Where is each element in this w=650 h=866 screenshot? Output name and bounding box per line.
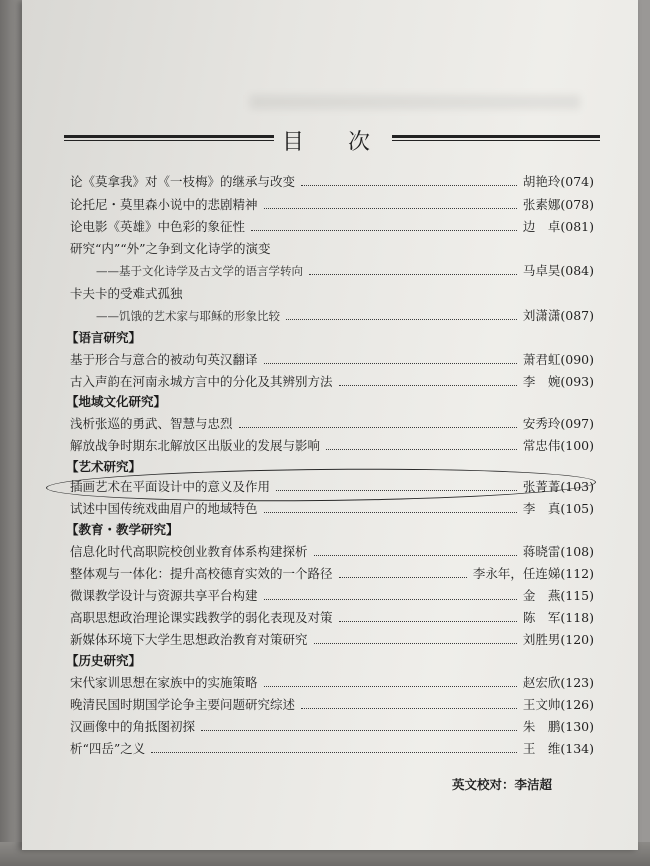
toc-entry[interactable] — [70, 540, 594, 560]
toc-entry[interactable] — [70, 434, 594, 454]
leader-dots — [264, 208, 517, 209]
section-heading-regional-culture: 【地域文化研究】 — [66, 394, 167, 409]
leader-dots — [251, 230, 517, 231]
entry-title: 高职思想政治理论课实践教学的弱化表现及对策 — [70, 610, 333, 625]
entry-author-page: 刘潇潇(087) — [522, 308, 594, 323]
section-heading-history: 【历史研究】 — [66, 653, 142, 668]
toc-entry-title-line[interactable] — [70, 282, 594, 302]
entry-title: 插画艺术在平面设计中的意义及作用 — [70, 479, 271, 494]
entry-author-page: 李 婉(093) — [522, 374, 594, 389]
toc-entry[interactable] — [70, 215, 594, 235]
title-rule-left — [64, 135, 274, 142]
leader-dots — [309, 274, 517, 275]
entry-title: 信息化时代高职院校创业教育体系构建探析 — [70, 544, 308, 559]
entry-author-page: 胡艳玲(074) — [522, 174, 594, 189]
leader-dots — [314, 643, 517, 644]
leader-dots — [339, 577, 467, 578]
toc-title — [42, 125, 614, 153]
entry-author-page: 王文帅(126) — [522, 697, 594, 712]
toc-entry[interactable] — [70, 715, 594, 735]
entry-author-page: 常忠伟(100) — [522, 438, 594, 453]
entry-author-page: 安秀玲(097) — [522, 416, 594, 431]
entry-author-page: 张菁菁(103) — [522, 479, 594, 494]
entry-author-page: 马卓昊(084) — [522, 263, 594, 278]
entry-title: 试述中国传统戏曲眉户的地域特色 — [70, 501, 258, 516]
toc-entry[interactable] — [70, 606, 594, 626]
toc-entry-subtitle-line[interactable] — [96, 304, 594, 324]
leader-dots — [264, 686, 517, 687]
title-char-2: 次 — [348, 130, 371, 155]
title-char-1: 目 — [282, 130, 305, 155]
entry-author-page: 王 维(134) — [522, 741, 594, 756]
entry-title: 整体观与一体化：提升高校德育实效的一个路径 — [70, 566, 333, 581]
entry-author-page: 朱 鹏(130) — [522, 719, 594, 734]
leader-dots — [201, 730, 517, 731]
toc-entry-highlighted[interactable] — [70, 475, 594, 495]
entry-title: 汉画像中的角抵图初探 — [70, 719, 196, 734]
toc-entry[interactable] — [70, 562, 594, 582]
leader-dots — [151, 752, 517, 753]
leader-dots — [264, 363, 517, 364]
toc-entry[interactable] — [70, 497, 594, 517]
entry-author-page: 陈 军(118) — [522, 610, 594, 625]
entry-title: 卡夫卡的受难式孤独 — [70, 286, 183, 301]
section-heading-art: 【艺术研究】 — [66, 459, 142, 474]
english-proofreader-credit: 英文校对：李洁超 — [452, 777, 553, 792]
leader-dots — [264, 599, 517, 600]
toc-entry[interactable] — [70, 584, 594, 604]
toc-entry[interactable] — [70, 193, 594, 213]
entry-title: 基于形合与意合的被动句英汉翻译 — [70, 352, 258, 367]
leader-dots — [276, 490, 517, 491]
toc-entry-subtitle-line[interactable] — [96, 259, 594, 279]
entry-author-page: 刘胜男(120) — [522, 632, 594, 647]
leader-dots — [326, 449, 517, 450]
entry-subtitle: ——饥饿的艺术家与耶稣的形象比较 — [96, 309, 280, 323]
section-heading-education: 【教育・教学研究】 — [66, 522, 179, 537]
entry-author-page: 边 卓(081) — [522, 219, 594, 234]
leader-dots — [314, 555, 517, 556]
entry-title: 析“四岳”之义 — [70, 741, 146, 756]
entry-title: 宋代家训思想在家族中的实施策略 — [70, 675, 258, 690]
toc-entry[interactable] — [70, 737, 594, 757]
entry-title: 浅析张巡的勇武、智慧与忠烈 — [70, 416, 233, 431]
title-rule-right — [392, 135, 600, 142]
entry-author-page: 李永年，任连娣(112) — [472, 566, 594, 581]
entry-title: 解放战争时期东北解放区出版业的发展与影响 — [70, 438, 321, 453]
entry-author-page: 萧君虹(090) — [522, 352, 594, 367]
leader-dots — [286, 319, 517, 320]
entry-title: 微课教学设计与资源共享平台构建 — [70, 588, 258, 603]
entry-author-page: 蒋晓雷(108) — [522, 544, 594, 559]
toc-entry[interactable] — [70, 170, 594, 190]
entry-title: 研究“内”“外”之争到文化诗学的演变 — [70, 241, 271, 256]
toc-entry-title-line[interactable] — [70, 237, 594, 257]
entry-author-page: 张素娜(078) — [522, 197, 594, 212]
toc-entry[interactable] — [70, 671, 594, 691]
leader-dots — [301, 708, 517, 709]
entry-title: 论托尼・莫里森小说中的悲剧精神 — [70, 197, 258, 212]
toc-entry[interactable] — [70, 370, 594, 390]
entry-title: 晚清民国时期国学论争主要问题研究综述 — [70, 697, 296, 712]
entry-title: 古入声韵在河南永城方言中的分化及其辨别方法 — [70, 374, 333, 389]
leader-dots — [339, 385, 517, 386]
leader-dots — [301, 185, 517, 186]
entry-author-page: 李 真(105) — [522, 501, 594, 516]
leader-dots — [264, 512, 517, 513]
leader-dots — [339, 621, 517, 622]
section-heading-language: 【语言研究】 — [66, 330, 142, 345]
toc-entry[interactable] — [70, 348, 594, 368]
entry-title: 论电影《英雄》中色彩的象征性 — [70, 219, 246, 234]
toc-entry[interactable] — [70, 412, 594, 432]
entry-title: 新媒体环境下大学生思想政治教育对策研究 — [70, 632, 308, 647]
toc-entry[interactable] — [70, 628, 594, 648]
entry-author-page: 金 燕(115) — [522, 588, 594, 603]
bleed-through-shadow — [250, 95, 580, 109]
leader-dots — [239, 427, 517, 428]
toc-entry[interactable] — [70, 693, 594, 713]
entry-subtitle: ——基于文化诗学及古文学的语言学转向 — [96, 264, 303, 278]
entry-title: 论《莫拿我》对《一枝梅》的继承与改变 — [70, 174, 296, 189]
entry-author-page: 赵宏欣(123) — [522, 675, 594, 690]
